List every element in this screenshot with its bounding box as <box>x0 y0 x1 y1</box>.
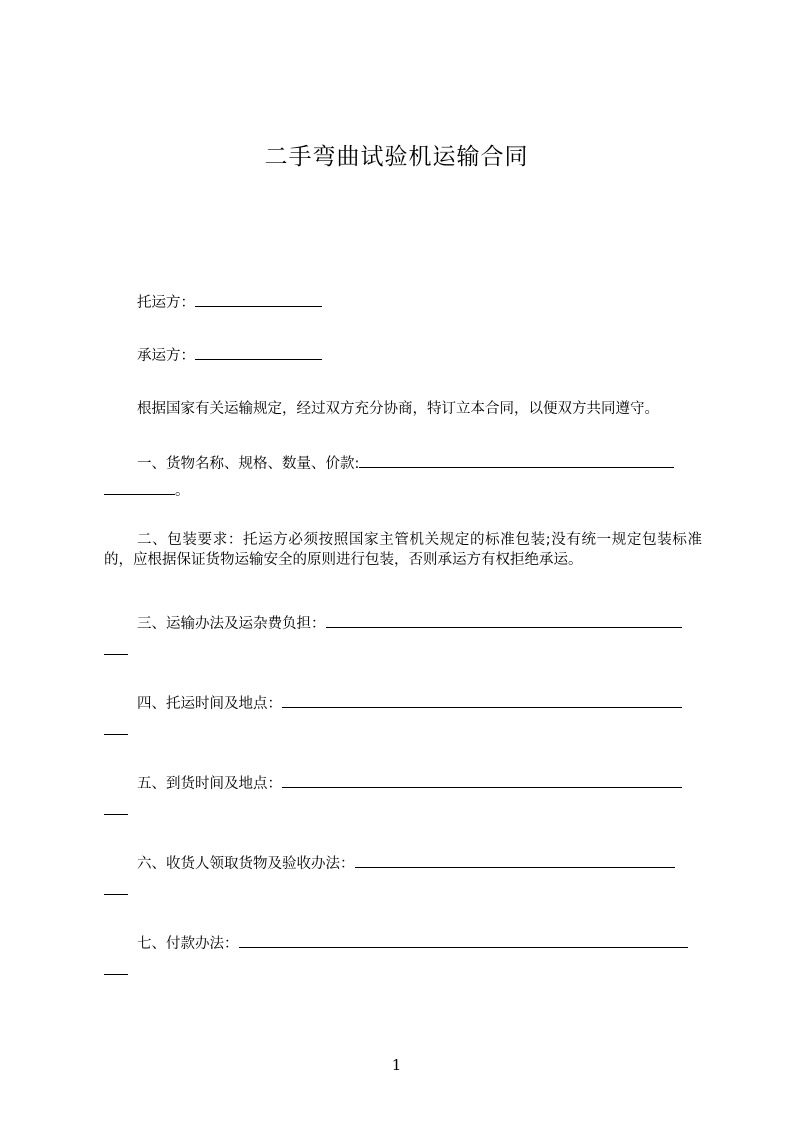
clause-6-blank[interactable] <box>355 853 675 868</box>
intro-paragraph: 根据国家有关运输规定，经过双方充分协商，特订立本合同，以便双方共同遵守。 <box>137 401 659 417</box>
clause-4-blank[interactable] <box>282 693 682 708</box>
clause-4-blank-continued[interactable] <box>104 720 128 735</box>
page-number: 1 <box>391 1056 402 1074</box>
clause-1-tail: 。 <box>175 483 190 499</box>
clause-1-continuation <box>104 480 190 501</box>
clause-3-line <box>137 613 682 634</box>
shipper-line <box>137 292 322 313</box>
carrier-label: 承运方： <box>137 348 195 364</box>
shipper-blank[interactable] <box>195 292 322 307</box>
clause-6-line <box>137 853 675 874</box>
shipper-label: 托运方： <box>137 295 195 311</box>
clause-1-blank-continued[interactable] <box>104 480 175 495</box>
clause-4-line <box>137 693 682 714</box>
clause-5-continuation <box>104 800 128 821</box>
clause-3-blank[interactable] <box>326 613 682 628</box>
clause-5-blank-continued[interactable] <box>104 800 128 815</box>
clause-5-line <box>137 773 682 794</box>
clause-5-blank[interactable] <box>282 773 682 788</box>
clause-6-blank-continued[interactable] <box>104 880 128 895</box>
clause-7-blank-continued[interactable] <box>104 960 128 975</box>
clause-1-blank[interactable] <box>359 453 674 468</box>
clause-7-blank[interactable] <box>239 933 688 948</box>
clause-1-label: 一、货物名称、规格、数量、价款: <box>137 456 360 472</box>
carrier-line <box>137 345 322 366</box>
clause-7-continuation <box>104 960 128 981</box>
document-title: 二手弯曲试验机运输合同 <box>264 144 529 170</box>
clause-7-label: 七、付款办法： <box>137 936 239 952</box>
clause-2-paragraph: 二、包装要求：托运方必须按照国家主管机关规定的标准包装;没有统一规定包装标准的，应根据保证货物运输安全的原则进行包装，否则承运方有权拒绝承运。 <box>104 532 702 568</box>
clause-3-label: 三、运输办法及运杂费负担： <box>137 616 326 632</box>
clause-5-label: 五、到货时间及地点： <box>137 776 282 792</box>
clause-6-continuation <box>104 880 128 901</box>
clause-6-label: 六、收货人领取货物及验收办法： <box>137 856 355 872</box>
carrier-blank[interactable] <box>195 345 322 360</box>
clause-1-line <box>137 453 674 474</box>
clause-4-continuation <box>104 720 128 741</box>
clause-3-continuation <box>104 640 128 661</box>
clause-3-blank-continued[interactable] <box>104 640 128 655</box>
clause-4-label: 四、托运时间及地点： <box>137 696 282 712</box>
clause-7-line <box>137 933 688 954</box>
